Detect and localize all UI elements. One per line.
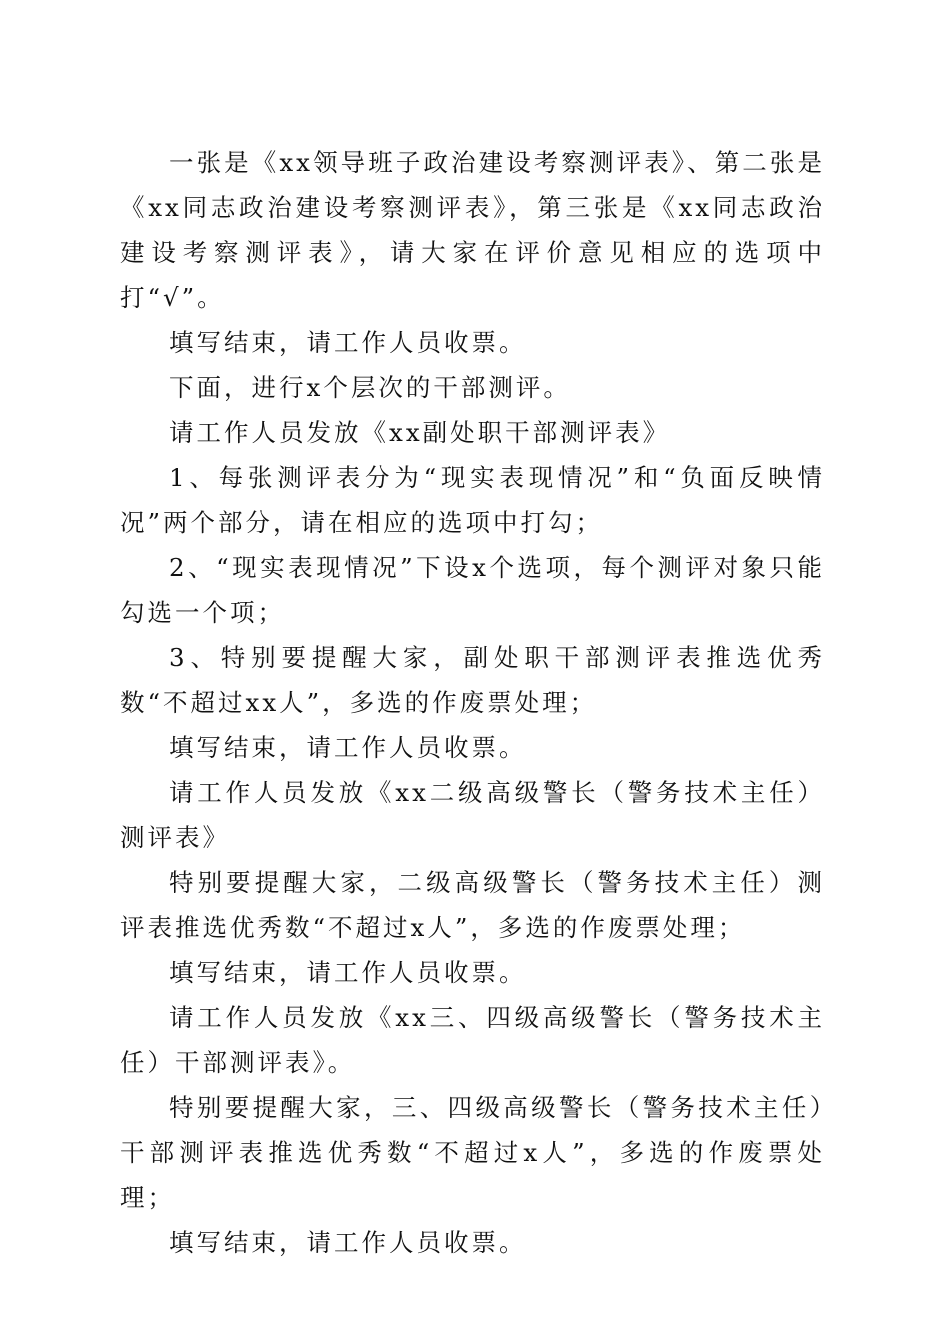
- paragraph-distribute-deputy-form: 请工作人员发放《xx副处职干部测评表》: [169, 418, 671, 447]
- paragraph-collect-ballots-3: 填写结束，请工作人员收票。: [169, 958, 527, 987]
- paragraph-ballot-intro: 一张是《xx领导班子政治建设考察测评表》、第二张是《xx同志政治建设考察测评表》，第三张是《xx同志政治建设考察测评表》，请大家在评价意见相应的选项中打“√”。: [120, 148, 825, 312]
- paragraph-collect-ballots-4: 填写结束，请工作人员收票。: [169, 1228, 527, 1257]
- paragraph-cadre-evaluation-intro: 下面，进行x个层次的干部测评。: [169, 373, 571, 402]
- paragraph-level34-reminder: 特别要提醒大家，三、四级高级警长（警务技术主任）干部测评表推选优秀数“不超过x人”，多选的作废票处理；: [120, 1093, 825, 1212]
- paragraph-distribute-level2-form: 请工作人员发放《xx二级高级警长（警务技术主任）测评表》: [120, 778, 825, 852]
- paragraph-level2-reminder: 特别要提醒大家，二级高级警长（警务技术主任）测评表推选优秀数“不超过x人”，多选的作废票处理；: [120, 868, 825, 942]
- paragraph-collect-ballots-2: 填写结束，请工作人员收票。: [169, 733, 527, 762]
- paragraph-rule-2: 2、“现实表现情况”下设x个选项，每个测评对象只能勾选一个项；: [120, 553, 825, 627]
- paragraph-rule-1: 1、每张测评表分为“现实表现情况”和“负面反映情况”两个部分，请在相应的选项中打勾；: [120, 463, 825, 537]
- document-body: [120, 140, 825, 1265]
- paragraph-rule-3: 3、特别要提醒大家，副处职干部测评表推选优秀数“不超过xx人”，多选的作废票处理；: [120, 643, 825, 717]
- paragraph-collect-ballots-1: 填写结束，请工作人员收票。: [169, 328, 527, 357]
- paragraph-distribute-level34-form: 请工作人员发放《xx三、四级高级警长（警务技术主任）干部测评表》。: [120, 1003, 825, 1077]
